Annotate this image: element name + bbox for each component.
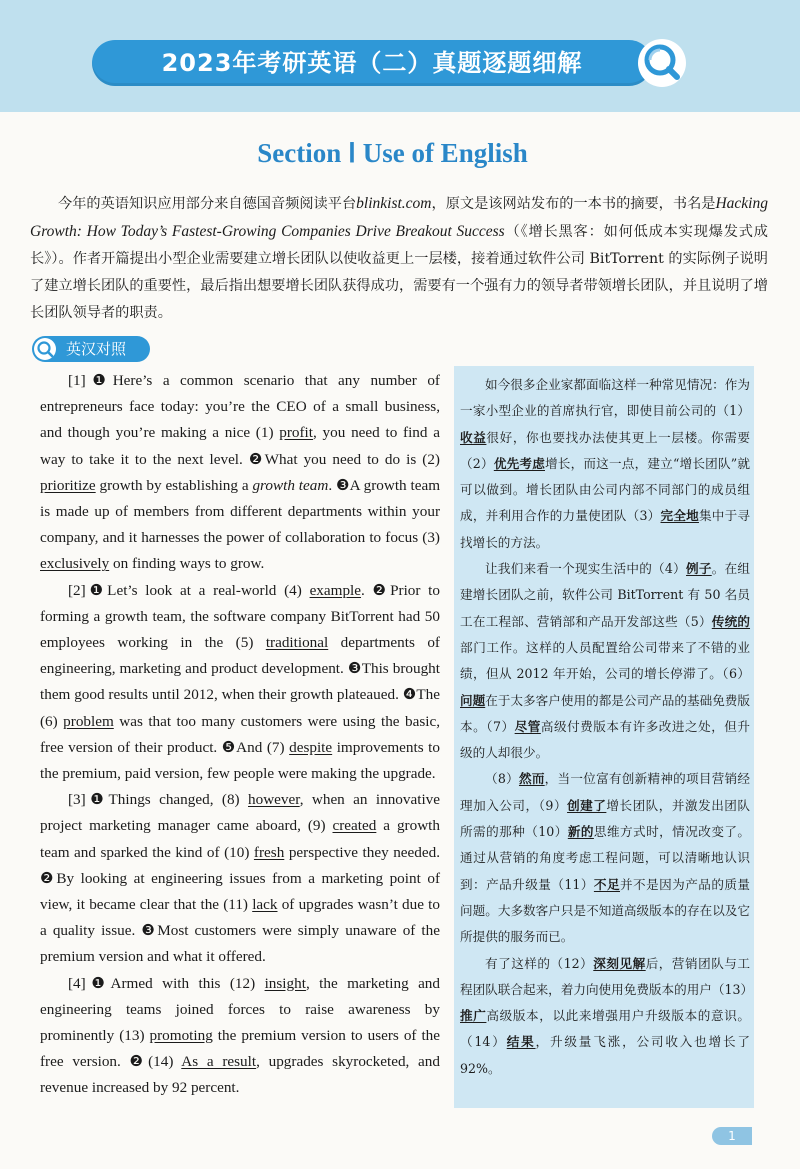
- blank-answer-cn: 优先考虑: [493, 455, 545, 471]
- text: [2]❶Let’s look at a real-world (4): [68, 581, 310, 599]
- blank-answer: problem: [63, 712, 114, 730]
- chinese-paragraph-4: [460, 951, 754, 1082]
- intro-text: 今年的英语知识应用部分来自德国音频阅读平台: [58, 196, 357, 212]
- text: . ❷Prior to forming a growth team, the software company BitTorrent had 50 employees working in the (5): [40, 581, 440, 652]
- blank-answer-cn: 推广: [460, 1008, 487, 1024]
- text: ，升级量飞涨，公司收入也增长了 92%。: [460, 1034, 751, 1076]
- text: , upgrades skyrocketed, and revenue increased by 92 percent.: [40, 1053, 440, 1097]
- text: perspective they needed. ❷By looking at engineering issues from a marketing point of view, it became clear that the (11): [40, 843, 440, 914]
- text: 集中于寻找增长的方法。: [460, 508, 750, 550]
- page-number: 1: [712, 1127, 752, 1145]
- text: [3]❶Things changed, (8): [68, 791, 248, 809]
- magnifier-icon: [637, 38, 687, 88]
- blank-answer: fresh: [253, 843, 285, 861]
- text: 并不是因为产品的质量问题。大多数客户只是不知道高级版本的存在以及它所提供的服务而已。: [460, 876, 751, 945]
- chinese-paragraph-1: [460, 372, 750, 556]
- blank-answer-cn: 创建了: [567, 797, 607, 813]
- blank-answer: exclusively: [40, 555, 110, 573]
- blank-answer-cn: 尽管: [514, 718, 541, 734]
- text: growth by establishing a: [95, 476, 253, 494]
- blank-answer-cn: 结果: [506, 1034, 536, 1050]
- blank-answer: profit: [279, 424, 313, 442]
- text: on finding ways to grow.: [109, 555, 265, 573]
- bilingual-label: [32, 336, 150, 362]
- text: 思维方式时，情况改变了。通过从营销的角度考虑工程问题，可以清晰地认识到：产品升级量（11）: [460, 824, 751, 892]
- chinese-text-column: [460, 372, 754, 1082]
- text: a growth team and sparked the kind of (10): [40, 817, 440, 861]
- text: . ❸A growth team is made up of members from different departments within your company, and it harnesses the power of collaboration to focus (3): [40, 476, 441, 547]
- blank-answer: example: [309, 581, 362, 599]
- text: 让我们来看一个现实生活中的（4）: [485, 561, 687, 577]
- blank-answer: created: [332, 817, 377, 835]
- intro-book-title: Hacking Growth: How Today’s Fastest-Growing Companies Drive Breakout Success: [30, 195, 768, 240]
- blank-answer: insight: [264, 974, 306, 992]
- italic-term: growth team: [252, 476, 329, 494]
- blank-answer-cn: 问题: [460, 692, 486, 708]
- text: 高级版本，以此来增强用户升级版本的意识。（14）: [460, 1008, 751, 1050]
- blank-answer-cn: 完全地: [660, 508, 699, 524]
- blank-answer-cn: 例子: [686, 561, 712, 577]
- text: [1]❶Here’s a common scenario that any number of entrepreneurs face today: you’re the CEO of a small business, and though you’re making a nice (1): [40, 372, 440, 442]
- english-paragraph-4: [40, 971, 440, 1102]
- blank-answer: lack: [252, 896, 278, 914]
- chinese-paragraph-2: [460, 556, 750, 766]
- text: of upgrades wasn’t due to a quality issue. ❸Most customers were simply unaware of the premium version and what it offered.: [40, 896, 440, 966]
- blank-answer-cn: 然而: [518, 771, 545, 787]
- text: 。在组建增长团队之前，软件公司 BitTorrent 有 50 名员工在工程部、营销部和产品开发部这些（5）: [460, 561, 751, 629]
- text: ，当一位富有创新精神的项目营销经理加入公司，（9）: [460, 771, 751, 813]
- magnifier-icon: [34, 338, 56, 360]
- intro-text: ，原文是该网站发布的一本书的摘要，书名是: [431, 196, 716, 212]
- text: , when an innovative project marketing manager came aboard, (9): [40, 791, 441, 835]
- blank-answer: prioritize: [40, 476, 96, 494]
- text: 增长，而这一点，建立“增长团队”就可以做到。增长团队由公司内部不同部门的成员组成，并利用合作的力量使团队（3）: [460, 455, 751, 524]
- text: was that too many customers were using the basic, free version of their product. ❺And (7): [40, 712, 440, 756]
- english-paragraph-1: [40, 368, 440, 578]
- banner-title: 2023年考研英语（二）真题逐题细解: [161, 49, 583, 77]
- blank-answer-cn: 收益: [460, 429, 487, 445]
- blank-answer: despite: [289, 738, 333, 756]
- blank-answer: As a result: [181, 1053, 257, 1071]
- text: 有了这样的（12）: [485, 955, 594, 971]
- blank-answer-cn: 新的: [567, 824, 594, 840]
- chinese-paragraph-3: [460, 766, 750, 950]
- bilingual-label-text: 英汉对照: [66, 340, 127, 358]
- blank-answer-cn: 深刻见解: [593, 955, 646, 971]
- blank-answer: traditional: [265, 634, 329, 652]
- text: the premium version to users of the free version. ❷(14): [40, 1027, 441, 1071]
- text: 如今很多企业家都面临这样一种常见情况：作为一家小型企业的首席执行官，即使目前公司的（1）: [460, 377, 750, 419]
- text: departments of engineering, marketing and product development. ❸This brought them good results until 2012, when their growth plateaued. ❹The (6): [40, 634, 440, 730]
- text: 部门工作。这样的人员配置给公司带来了不错的业绩，但从 2012 年开始，公司的增长停滞了。（6）: [460, 639, 750, 682]
- english-text-column: [40, 368, 440, 1102]
- text: 在于太多客户使用的都是公司产品的基础免费版本。（7）: [460, 692, 750, 734]
- text: 后，营销团队与工程团队联合起来，着力向使用免费版本的用户（13）: [460, 955, 754, 997]
- english-paragraph-3: [40, 787, 440, 970]
- blank-answer-cn: 不足: [593, 876, 620, 892]
- blank-answer: however: [248, 791, 300, 809]
- blank-answer: promoting: [149, 1027, 213, 1045]
- intro-paragraph: [30, 190, 768, 327]
- text: 高级付费版本有许多改进之处，但升级的人却很少。: [460, 718, 751, 761]
- section-title: Section Ⅰ Use of English: [257, 138, 528, 168]
- text: , the marketing and engineering teams joined forces to raise awareness by prominently (13): [40, 974, 440, 1045]
- title-banner: [92, 40, 652, 86]
- text: [4]❶Armed with this (12): [68, 974, 265, 992]
- text: 增长团队，并激发出团队所需的那种（10）: [460, 797, 751, 840]
- blank-answer-cn: 传统的: [711, 613, 751, 629]
- english-paragraph-2: [40, 578, 440, 788]
- text: 很好，你也要找办法使其更上一层楼。你需要（2）: [460, 429, 751, 471]
- text: （8）: [485, 771, 519, 787]
- text: , you need to find a way to take it to the next level. ❷What you need to do is (2): [40, 424, 440, 468]
- intro-text: （《增长黑客：如何低成本实现爆发式成长》）。作者开篇提出小型企业需要建立增长团队以使收益更上一层楼，接着通过软件公司 BitTorrent 的实际例子说明了建立增长团队的重要性，最后指出想要增长团队获得成功，需要有一个强有力的领导者带领增长团队，并且说明了增长团队领导者的职责。: [30, 224, 768, 321]
- text: improvements to the premium, paid version, few people were making the upgrade.: [40, 738, 440, 783]
- intro-site: blinkist.com: [356, 195, 432, 212]
